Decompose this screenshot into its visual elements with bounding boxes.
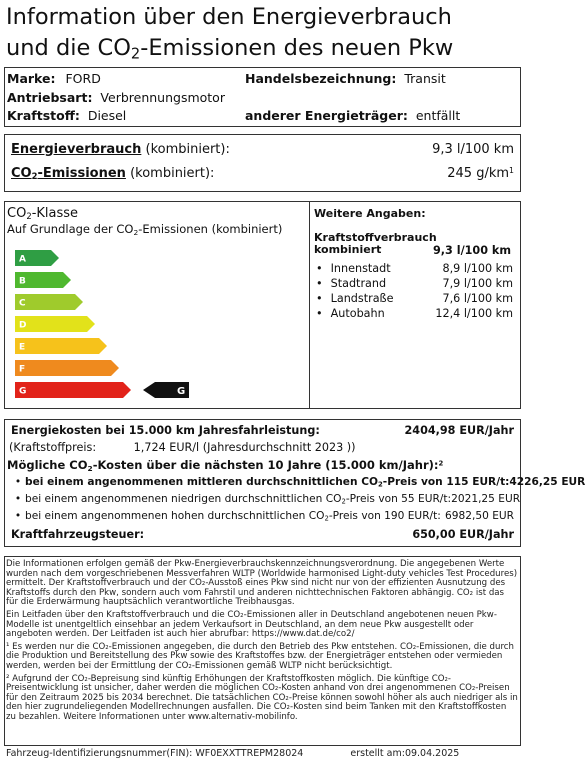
co2-class-title: $CO_2$-Klasse — [7, 206, 79, 222]
bullet-icon: • — [316, 277, 323, 290]
co2-class-letter-c: C — [19, 298, 26, 309]
co2-class-letter-e: E — [19, 342, 26, 353]
energiekosten-label: Energiekosten bei 15.000 km Jahresfahrleistung: — [11, 424, 320, 437]
kraftstoff-value: Diesel — [87, 108, 127, 123]
marke-row — [7, 70, 101, 87]
co2-class-box — [4, 201, 521, 409]
bullet-icon: • — [316, 292, 323, 305]
weitere-angaben-panel — [309, 202, 521, 408]
scenario-label: • bei einem angenommenen mittleren durchschnittlichen $CO_2$-Preis von 115 EUR/t: — [11, 476, 509, 488]
energiekosten-row — [11, 424, 514, 437]
co2-class-letter-g: G — [19, 386, 27, 397]
co2-class-bar-e — [15, 338, 107, 354]
created-date: erstellt am:09.04.2025 — [350, 748, 460, 759]
bullet-icon: • — [14, 493, 22, 505]
note-paragraph-4: ² Aufgrund der CO₂-Bepreisung sind künftig Erhöhungen der Kraftstoffkosten möglich. Die künftige CO₂-Preisentwicklung ist unsicher, daher werden die möglichen CO₂-Kosten anhand von drei angenommenen CO₂-Preisen für den Zeitraum 2025 bis 2034 berechnet. Die tatsächlichen CO₂-Preise können sowohl höher als auch niedriger als in den hier zugrundeliegenden Modellrechnungen ausfallen. Die CO₂-Kosten sind beim Tanken mit den Kraftstoffkosten zu bezahlen. Weitere Informationen unter www.alternativ-mobilinfo. — [6, 673, 518, 722]
vehicle-info-box — [4, 67, 521, 127]
co2-emissionen-value: 245 $g/km^1$ — [447, 165, 514, 181]
costs-box — [4, 419, 585, 547]
bullet-icon: • — [14, 510, 22, 522]
notes-text — [6, 560, 518, 726]
co2-class-letter-f: F — [19, 364, 26, 375]
handelsbezeichnung-value: Transit — [404, 71, 446, 86]
anderer-energietraeger-value: entfällt — [415, 108, 461, 123]
kombiniert-value: 9,3 l/100 km — [433, 244, 511, 257]
bullet-icon: • — [316, 262, 323, 275]
scenario-label: • bei einem angenommenen niedrigen durchschnittlichen $CO_2$-Preis von 55 EUR/t: — [11, 493, 451, 505]
title-line-2: und die $CO_2$-Emissionen des neuen Pkw — [6, 35, 454, 63]
antriebsart-value: Verbrennungsmotor — [100, 90, 225, 105]
weitere-angaben-title: Weitere Angaben: — [314, 207, 426, 220]
kraftfahrzeugsteuer-value: 650,00 EUR/Jahr — [412, 528, 514, 541]
fin-label: Fahrzeug-Identifizierungsnummer(FIN): WF0EXXTTREPM28024 — [6, 748, 304, 759]
consumption-row — [316, 262, 513, 275]
consumption-row — [316, 307, 513, 320]
note-paragraph-3: ¹ Es werden nur die CO₂-Emissionen angegeben, die durch den Betrieb des Pkw entstehen. CO₂-Emissionen, die durch die Produktion und Bereitstellung des Pkw sowie des Kraftstoffes bzw. der Energieträger entstehen oder vermieden werden, werden bei der Ermittlung der CO₂-Emissionen gemäß WLTP nicht berücksichtigt. — [6, 641, 514, 671]
co2-kosten-heading: Mögliche $CO_2$-Kosten über die nächsten 10 Jahre (15.000 km/Jahr):$^2$ — [7, 458, 444, 473]
handelsbezeichnung-row — [245, 70, 446, 87]
scenario-label: • bei einem angenommenen hohen durchschnittlichen $CO_2$-Preis von 190 EUR/t: — [11, 510, 441, 522]
consumption-label: • Autobahn — [316, 307, 385, 320]
consumption-label: • Landstraße — [316, 292, 394, 305]
consumption-label: • Innenstadt — [316, 262, 391, 275]
scenario-value: 4226,25 EUR — [509, 476, 585, 488]
kraftstoff-row — [7, 107, 126, 124]
co2-class-letter-d: D — [19, 320, 27, 331]
page-title — [6, 2, 522, 64]
note-paragraph-2: Ein Leitfaden über den Kraftstoffverbrauch und die CO₂-Emissionen aller in Deutschland angebotenen neuen Pkw-Modelle ist unentgeltlich einsehbar an jedem Verkaufsort in Deutschland, an dem neue Pkw ausgestellt oder angeboten werden. Der Leitfaden ist auch hier abrufbar: https://www.dat.de/co2/ — [6, 609, 497, 640]
consumption-row — [316, 277, 513, 290]
co2-emissionen-label: $CO_2$-Emissionen (kombiniert): — [11, 165, 215, 181]
kraftfahrzeugsteuer-label: Kraftfahrzeugsteuer: — [11, 528, 145, 541]
co2-emissionen-row — [11, 163, 514, 183]
consumption-label: • Stadtrand — [316, 277, 387, 290]
kraftfahrzeugsteuer-row — [11, 528, 514, 541]
anderer-energietraeger-label: anderer Energieträger: — [245, 108, 408, 123]
co2-class-subtitle: Auf Grundlage der $CO_2$-Emissionen (kombiniert) — [7, 222, 283, 237]
co2-cost-scenario-row — [11, 493, 521, 506]
co2-class-letter-b: B — [19, 276, 26, 287]
co2-class-scale — [15, 250, 305, 406]
note-paragraph-1: Die Informationen erfolgen gemäß der Pkw-Energieverbrauchskennzeichnungsverordnung. Die angegebenen Werte wurden nach dem vorgeschriebenen Messverfahren WLTP (Worldwide harmonised Light-duty vehicles Test Procedures) ermittelt. Der Kraftstoffverbrauch und der CO₂-Ausstoß eines Pkw sind nicht nur von der effizienten Ausnutzung des Kraftstoffs durch den Pkw, sondern auch vom Fahrstil und anderen nichttechnischen Faktoren abhängig. CO₂ ist das für die Erderwärmung hauptsächlich verantwortliche Treibhausgas. — [6, 559, 518, 608]
scenario-value: 2021,25 EUR — [451, 493, 521, 505]
consumption-row — [316, 292, 513, 305]
energieverbrauch-value: 9,3 l/100 km — [432, 141, 514, 157]
scenario-value: 6982,50 EUR — [445, 510, 514, 522]
consumption-value: 8,9 l/100 km — [442, 262, 513, 275]
consumption-value: 7,9 l/100 km — [442, 277, 513, 290]
energieverbrauch-label: Energieverbrauch (kombiniert): — [11, 141, 230, 157]
marke-value: FORD — [65, 71, 101, 86]
bullet-icon: • — [316, 307, 323, 320]
energieverbrauch-row — [11, 139, 514, 159]
consumption-value: 7,6 l/100 km — [442, 292, 513, 305]
consumption-value: 12,4 l/100 km — [435, 307, 513, 320]
co2-class-letter-a: A — [19, 254, 26, 265]
antriebsart-label: Antriebsart: — [7, 90, 93, 105]
energy-box — [4, 134, 521, 192]
kraftstoffpreis-value: 1,724 EUR/l (Jahresdurchschnitt 2023 )) — [133, 441, 356, 454]
kraftstoff-label: Kraftstoff: — [7, 108, 80, 123]
co2-class-bar-g — [15, 382, 131, 398]
energiekosten-value: 2404,98 EUR/Jahr — [404, 424, 514, 437]
bullet-icon: • — [14, 476, 22, 488]
kraftstoffpreis-label: (Kraftstoffpreis: — [9, 441, 97, 454]
anderer-energietraeger-row — [245, 107, 460, 124]
co2-class-bar-f — [15, 360, 119, 376]
co2-cost-scenario-row — [11, 510, 514, 522]
co2-class-bar-d — [15, 316, 95, 332]
marke-label: Marke: — [7, 71, 56, 86]
footer — [6, 748, 459, 759]
title-line-1: Information über den Energieverbrauch — [6, 4, 452, 30]
current-class-letter: G — [177, 386, 186, 397]
handelsbezeichnung-label: Handelsbezeichnung: — [245, 71, 397, 86]
antriebsart-row — [7, 89, 225, 106]
kraftstoffpreis-row — [9, 441, 356, 454]
kombiniert-label: Kraftstoffverbrauch kombiniert — [314, 231, 437, 256]
co2-cost-scenario-row — [11, 476, 585, 489]
